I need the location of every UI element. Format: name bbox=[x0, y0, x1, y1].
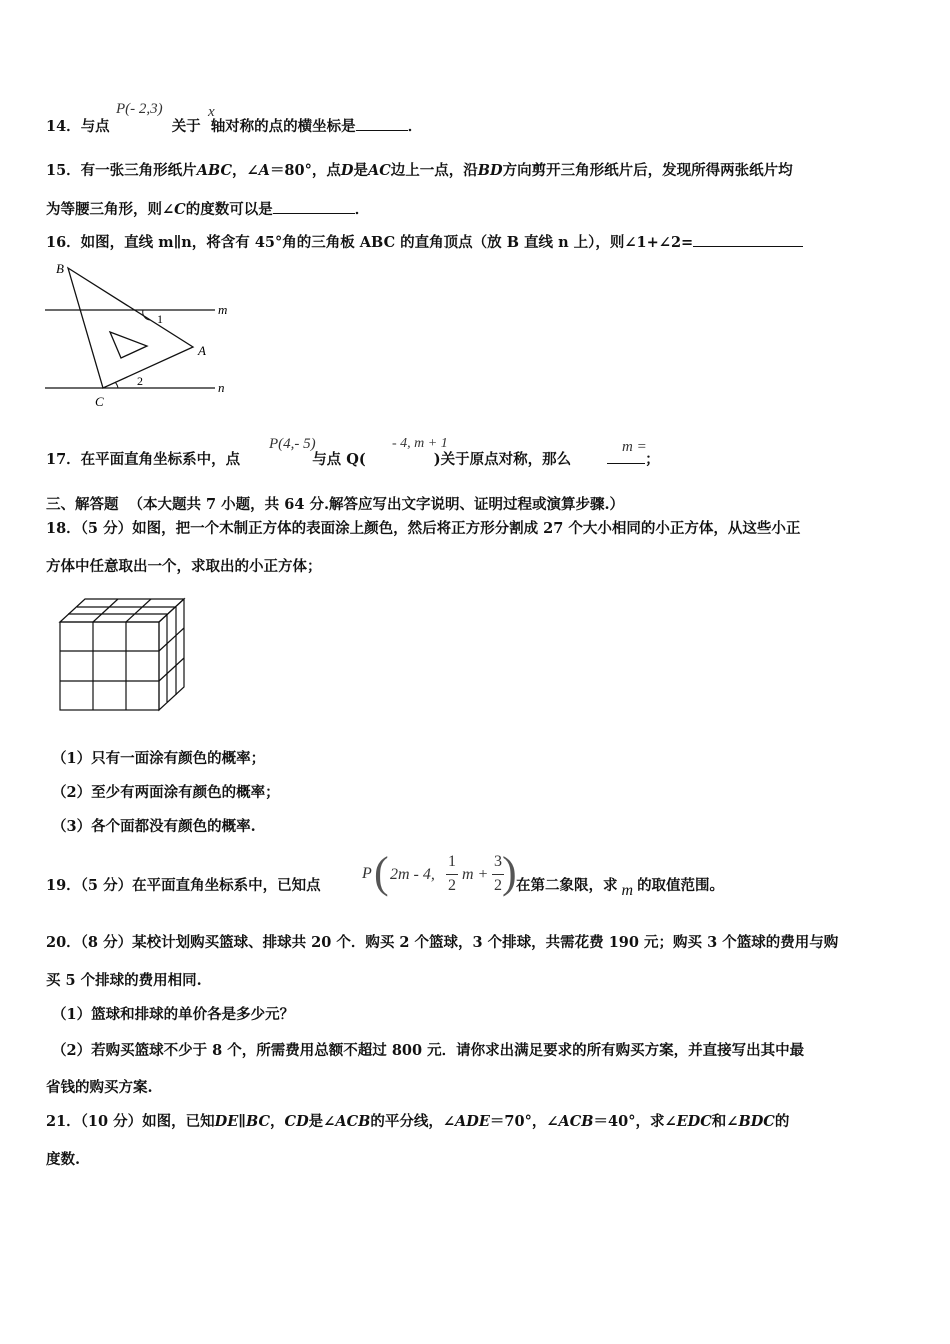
question-15-line2: 为等腰三角形，则∠C的度数可以是 ． bbox=[46, 201, 370, 218]
cube-top-face bbox=[60, 599, 184, 622]
question-18-line1: 18．（5 分）如图，把一个木制正方体的表面涂上颜色，然后将正方形分割成 27 个大小相同的小正方体，从这些小正 bbox=[46, 520, 801, 537]
question-20-sub2b: 省钱的购买方案. bbox=[46, 1079, 153, 1096]
q14-axis-variable: x bbox=[208, 104, 215, 120]
cube-right-face bbox=[159, 599, 184, 710]
triangle-abc bbox=[68, 268, 193, 388]
q14-point-expression: P(- 2,3) bbox=[116, 101, 163, 117]
label-a: A bbox=[198, 343, 206, 358]
label-c: C bbox=[95, 394, 104, 409]
question-20-sub2: （2）若购买篮球不少于 8 个，所需费用总额不超过 800 元．请你求出满足要求的所有购买方案，并直接写出其中最 bbox=[52, 1042, 805, 1059]
label-1: 1 bbox=[157, 312, 163, 326]
section-3-heading: 三、解答题 （本大题共 7 小题，共 64 分.解答应写出文字说明、证明过程或演算步骤.） bbox=[46, 496, 625, 513]
question-21-line1: 21．（10 分）如图，已知DE∥BC，CD是∠ACB的平分线，∠ADE＝70°，∠ACB＝40°，求∠EDC和∠BDC的 bbox=[46, 1113, 790, 1130]
angle-2-arc bbox=[115, 382, 118, 388]
question-21-line2: 度数. bbox=[46, 1151, 81, 1168]
q17-m-equals: m = bbox=[622, 439, 647, 455]
label-m: m bbox=[218, 302, 228, 317]
question-18-sub1: （1）只有一面涂有颜色的概率； bbox=[52, 750, 266, 767]
question-19-tail: 在第二象限，求 m 的取值范围。 bbox=[516, 877, 725, 899]
question-14: 14．与点 关于 轴对称的点的横坐标是 ． bbox=[46, 118, 423, 135]
label-2: 2 bbox=[137, 374, 143, 388]
question-20-line2: 买 5 个排球的费用相同. bbox=[46, 972, 202, 989]
question-16: 16．如图，直线 m∥n，将含有 45°角的三角板 ABC 的直角顶点（放 B 直线 n 上），则∠1+∠2= bbox=[46, 232, 803, 253]
question-17: 17．在平面直角坐标系中，点 与点 Q( )关于原点对称，那么 ； bbox=[46, 451, 660, 468]
question-19: 19．（5 分）在平面直角坐标系中，已知点 bbox=[46, 877, 321, 894]
q17-point-p: P(4,- 5) bbox=[269, 436, 316, 452]
q16-figure bbox=[40, 258, 240, 413]
label-b: B bbox=[56, 261, 64, 276]
q17-point-q-coords: - 4, m + 1 bbox=[392, 436, 448, 451]
question-20-sub1: （1）篮球和排球的单价各是多少元？ bbox=[52, 1006, 295, 1023]
question-18-sub2: （2）至少有两面涂有颜色的概率； bbox=[52, 784, 280, 801]
q14-answer-blank bbox=[356, 116, 408, 131]
question-15-line1: 15．有一张三角形纸片ABC，∠A＝80°，点D是AC边上一点，沿BD方向剪开三角形纸片后，发现所得两张纸片均 bbox=[46, 162, 793, 179]
triangle-inner-hole bbox=[110, 332, 147, 358]
q15-answer-blank bbox=[273, 199, 355, 214]
label-n: n bbox=[218, 380, 225, 395]
question-18-line2: 方体中任意取出一个，求取出的小正方体； bbox=[46, 558, 322, 575]
q17-answer-blank bbox=[607, 449, 645, 464]
q16-answer-blank bbox=[693, 232, 803, 247]
question-18-sub3: （3）各个面都没有颜色的概率. bbox=[52, 818, 256, 835]
cube-figure bbox=[55, 595, 190, 717]
question-20-line1: 20．（8 分）某校计划购买篮球、排球共 20 个．购买 2 个篮球，3 个排球，共需花费 190 元；购买 3 个篮球的费用与购 bbox=[46, 934, 839, 951]
cube-front-face bbox=[60, 622, 159, 710]
